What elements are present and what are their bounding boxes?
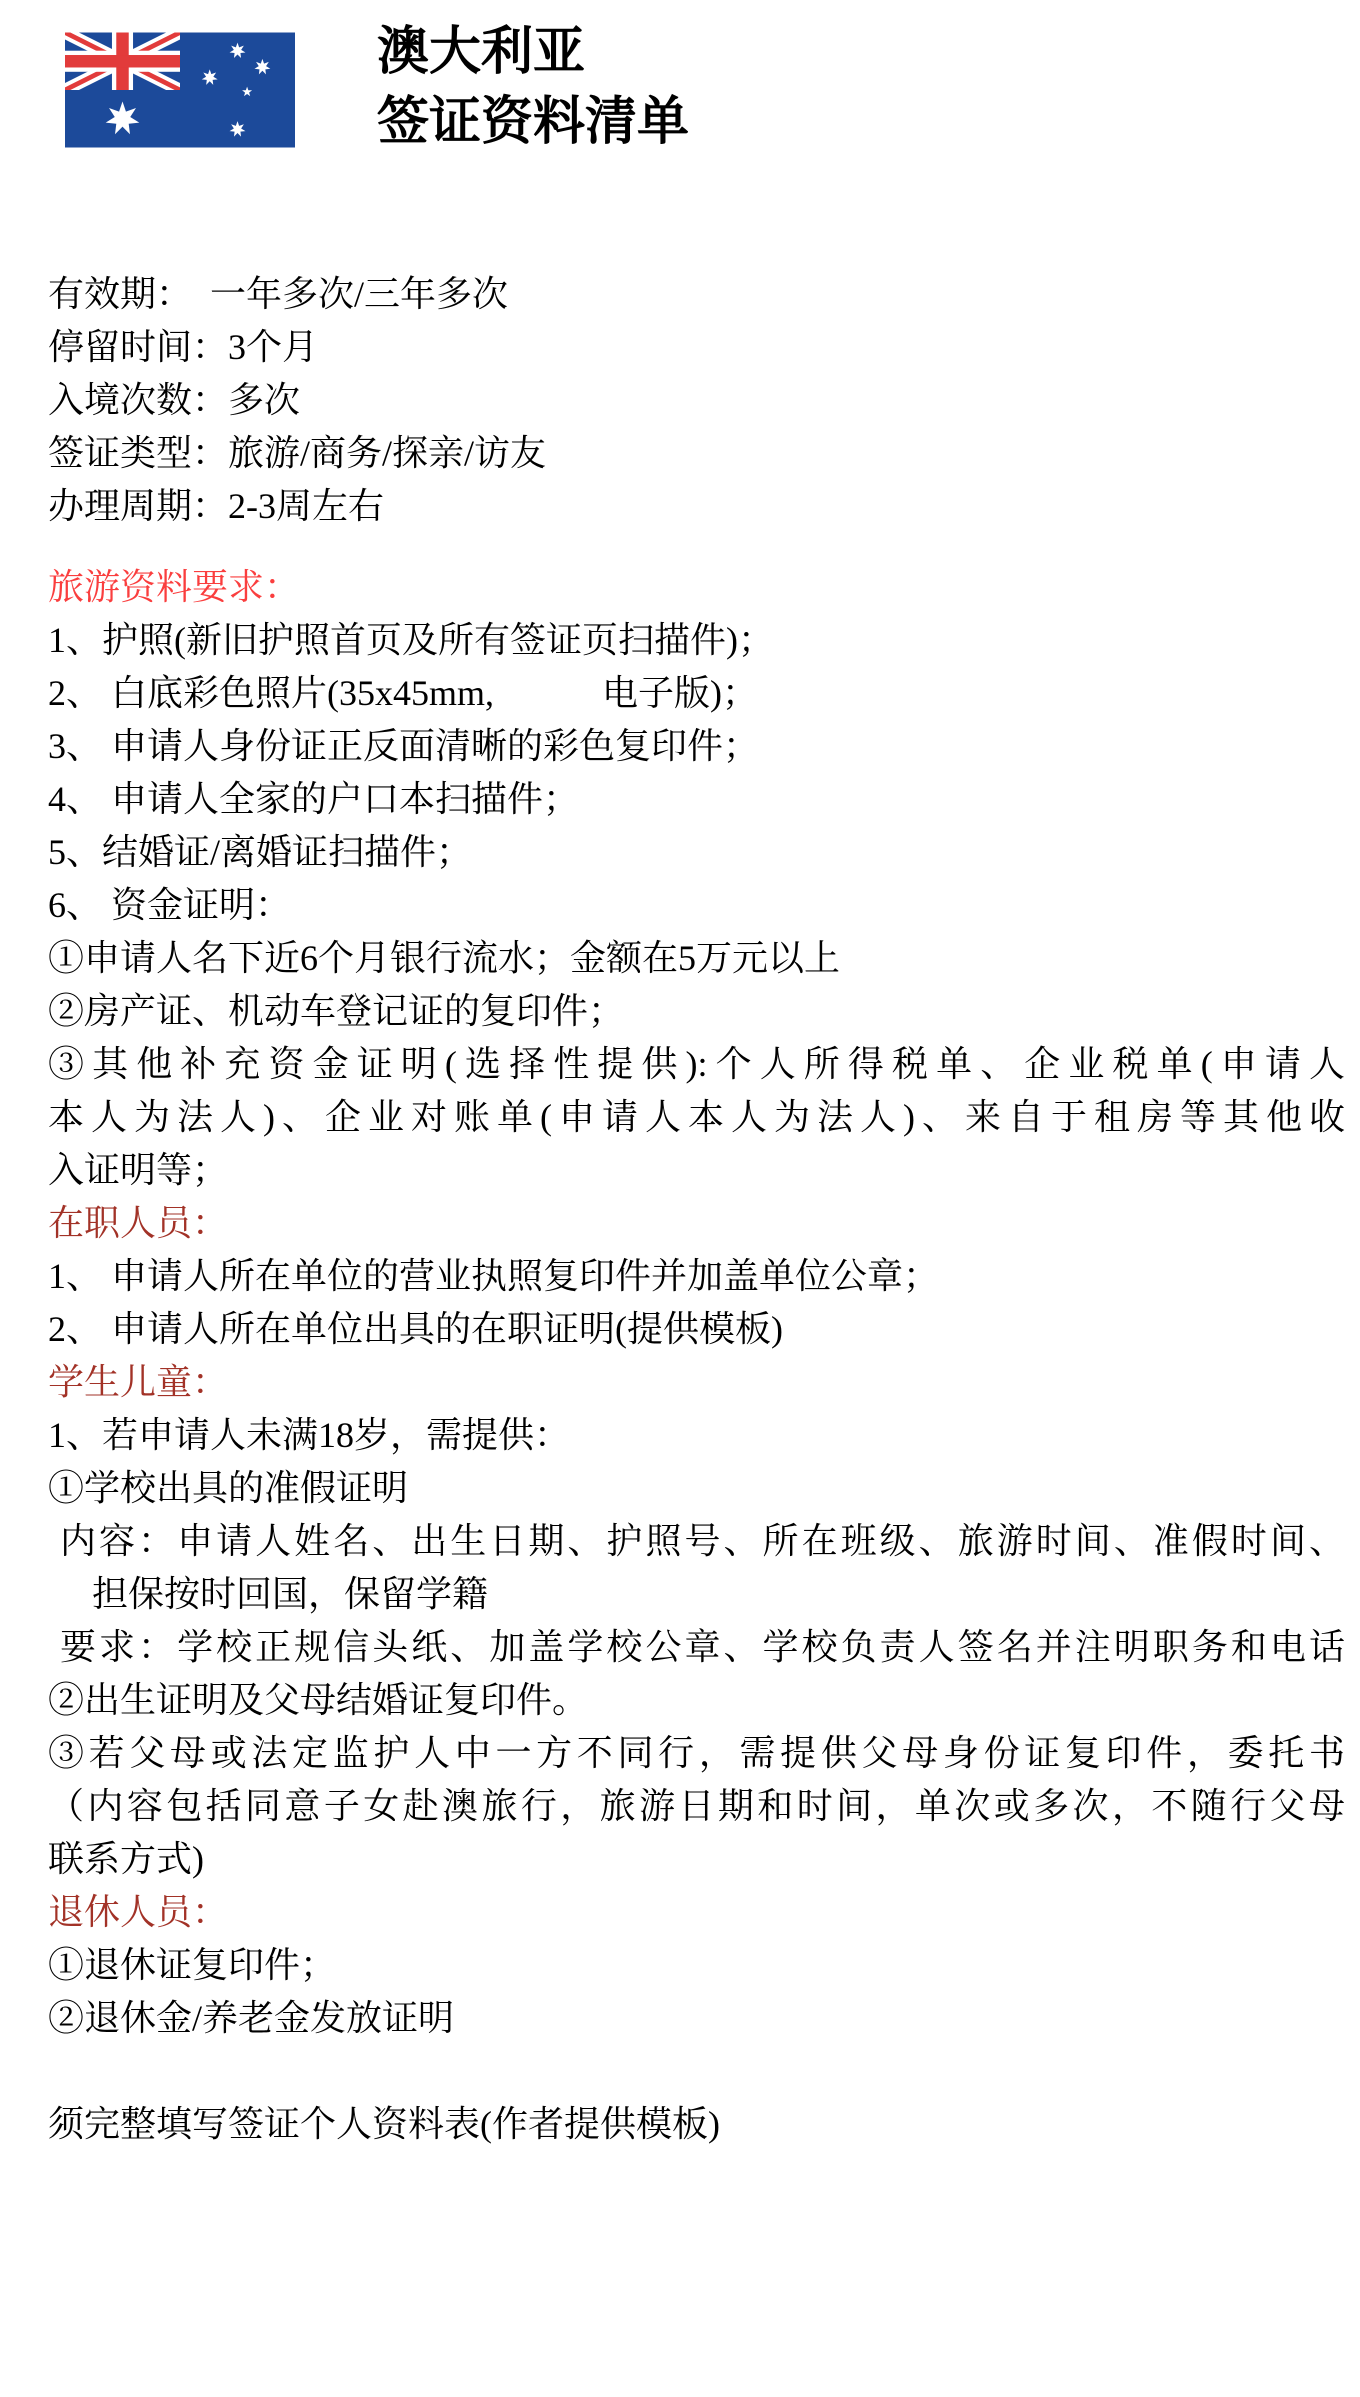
page-title <box>377 18 689 158</box>
list-item: 2、 申请人所在单位出具的在职证明(提供模板) <box>48 1309 783 1349</box>
title-line-1: 澳大利亚 <box>377 24 586 81</box>
list-item: 5、结婚证/离婚证扫描件； <box>48 832 473 872</box>
continuation-line: （内容包括同意子女赴澳旅行，旅游日期和时间，单次或多次，不随行父母 <box>48 1786 1345 1826</box>
list-item: 4、 申请人全家的户口本扫描件； <box>48 779 580 819</box>
list-item: 6、 资金证明： <box>48 885 292 925</box>
info-line-visa-type: 签证类型：旅游/商务/探亲/访友 <box>48 433 547 473</box>
info-line-validity: 有效期： 一年多次/三年多次 <box>48 274 509 314</box>
list-item: 2、 白底彩色照片(35x45mm, 电子版)； <box>48 673 758 713</box>
list-item: ②退休金/养老金发放证明 <box>48 1998 455 2038</box>
title-line-2: 签证资料清单 <box>377 94 690 151</box>
document-body <box>48 268 1345 2151</box>
list-item: ①申请人名下近6个月银行流水；金额在5万元以上 <box>48 938 841 978</box>
list-item: ②出生证明及父母结婚证复印件。 <box>48 1680 589 1720</box>
list-item: ③其他补充资金证明(选择性提供):个人所得税单、企业税单(申请人 <box>48 1044 1345 1084</box>
info-line-entries: 入境次数：多次 <box>48 380 301 420</box>
continuation-line: 入证明等； <box>48 1150 229 1190</box>
continuation-line: 联系方式) <box>48 1839 204 1879</box>
list-item: 1、若申请人未满18岁，需提供： <box>48 1415 571 1455</box>
document-header <box>0 0 1360 158</box>
list-item: 内容：申请人姓名、出生日期、护照号、所在班级、旅游时间、准假时间、 <box>60 1521 1345 1561</box>
section-heading-students-children: 学生儿童： <box>48 1362 229 1402</box>
list-item: ③若父母或法定监护人中一方不同行，需提供父母身份证复印件，委托书 <box>48 1733 1345 1773</box>
australia-flag-icon <box>65 30 295 150</box>
list-item: 1、护照(新旧护照首页及所有签证页扫描件)； <box>48 620 774 660</box>
union-jack <box>65 33 180 91</box>
info-line-processing-time: 办理周期：2-3周左右 <box>48 486 384 526</box>
footer-note: 须完整填写签证个人资料表(作者提供模板) <box>48 2104 720 2144</box>
section-heading-employed: 在职人员： <box>48 1203 229 1243</box>
list-item: ①退休证复印件； <box>48 1945 337 1985</box>
list-item: ①学校出具的准假证明 <box>48 1468 409 1508</box>
list-item: ②房产证、机动车登记证的复印件； <box>48 991 625 1031</box>
continuation-line: 本人为法人)、企业对账单(申请人本人为法人)、来自于租房等其他收 <box>48 1097 1345 1137</box>
list-item: 1、 申请人所在单位的营业执照复印件并加盖单位公章； <box>48 1256 940 1296</box>
list-item: 要求：学校正规信头纸、加盖学校公章、学校负责人签名并注明职务和电话 <box>60 1627 1345 1667</box>
continuation-line: 担保按时回国，保留学籍 <box>92 1574 489 1614</box>
list-item: 3、 申请人身份证正反面清晰的彩色复印件； <box>48 726 760 766</box>
section-heading-tourism-requirements: 旅游资料要求： <box>48 567 301 607</box>
info-line-stay-duration: 停留时间：3个月 <box>48 327 319 367</box>
section-heading-retired: 退休人员： <box>48 1892 229 1932</box>
